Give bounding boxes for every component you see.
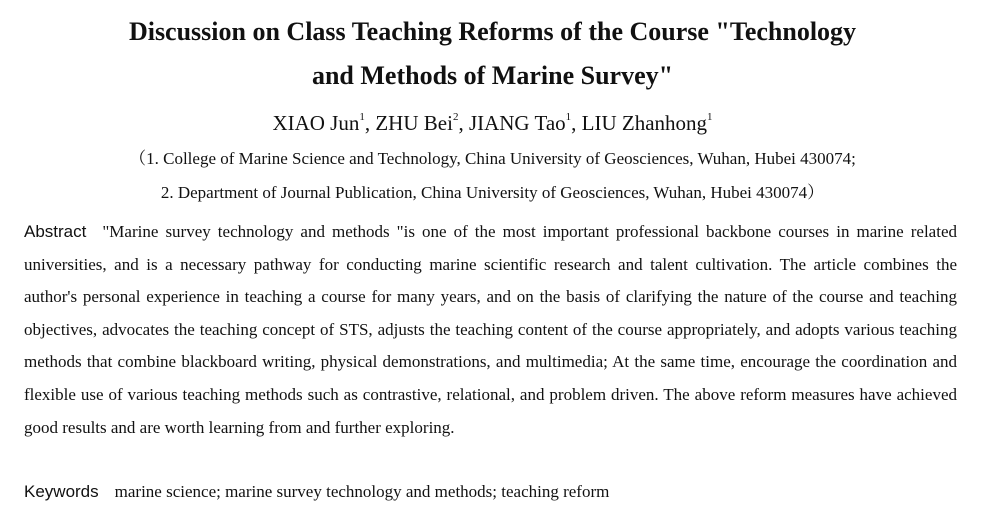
title-line-1: Discussion on Class Teaching Reforms of the Course "Technology <box>128 17 857 46</box>
keywords-label: Keywords <box>24 482 99 501</box>
author-name: LIU Zhanhong <box>581 111 708 135</box>
author-separator: , <box>364 111 376 135</box>
abstract-text: "Marine survey technology and methods "is one of the most important professional backbone courses in marine related universities, and is a necessary pathway for conducting marine scientific research and talent cultivation. The article combines the author's personal experience in teaching a course for many years, and on the basis of clarifying the nature of the course and teaching objectives, advocates the teaching concept of STS, adjusts the teaching content of the course appropriately, and adopts various teaching methods that combine blackboard writing, physical demonstrations, and multimedia; At the same time, encourage the coordination and flexible use of various teaching methods such as contrastive, relational, and problem driven. The above reform measures have achieved good results and are worth learning from and further exploring. <box>24 222 957 437</box>
author-list <box>0 104 985 138</box>
author-affiliation-mark: 1 <box>359 111 365 123</box>
author-separator: , <box>458 111 469 135</box>
author-name: ZHU Bei <box>375 111 453 135</box>
author-separator: , <box>571 111 582 135</box>
author-affiliation-mark: 1 <box>707 111 713 123</box>
abstract-label: Abstract <box>24 222 87 241</box>
affiliation-line-1: （1. College of Marine Science and Technology, China University of Geosciences, Wuhan, Hubei 430074; <box>129 149 856 168</box>
keywords-text: marine science; marine survey technology and methods; teaching reform <box>114 482 610 501</box>
abstract-block <box>24 216 957 444</box>
keywords-block <box>24 478 957 506</box>
author-affiliation-mark: 2 <box>452 111 459 123</box>
author-name: JIANG Tao <box>468 111 566 135</box>
affiliation-line-2: 2. Department of Journal Publication, China University of Geosciences, Wuhan, Hubei 430074） <box>160 183 825 202</box>
paper-title <box>0 10 985 98</box>
author-name: XIAO Jun <box>272 111 360 135</box>
author-affiliation-mark: 1 <box>565 111 572 123</box>
title-line-2: and Methods of Marine Survey" <box>311 61 674 90</box>
